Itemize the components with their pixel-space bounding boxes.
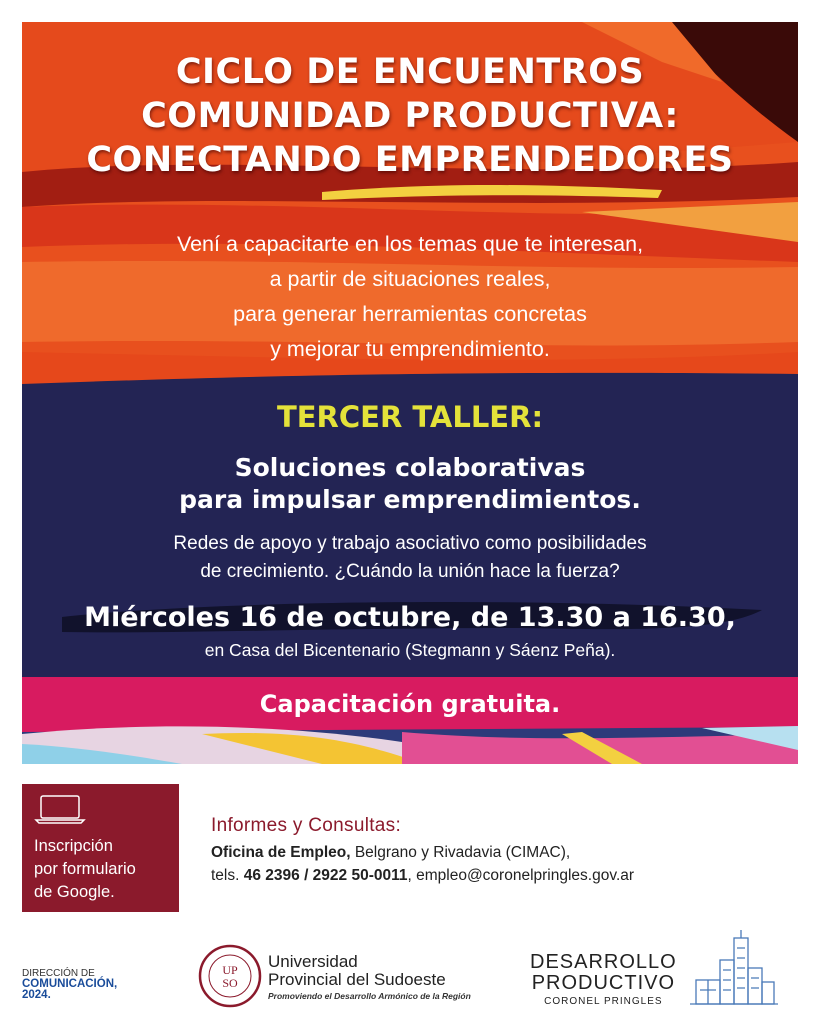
workshop-title-line: Soluciones colaborativas — [234, 453, 586, 482]
description-line: Redes de apoyo y trabajo asociativo como posibilidades — [173, 533, 647, 554]
university-name-line: Universidad — [268, 952, 358, 971]
workshop-title — [22, 452, 798, 516]
intro-line: a partir de situaciones reales, — [269, 267, 551, 291]
title-line: CICLO DE ENCUENTROS — [175, 52, 645, 92]
building-icon — [690, 930, 778, 1008]
title-line: COMUNIDAD PRODUCTIVA: — [141, 96, 679, 136]
office-name: Oficina de Empleo, — [211, 844, 351, 861]
credit-line: DIRECCIÓN DE — [22, 968, 95, 979]
event-poster — [22, 22, 798, 764]
dp-line-1: DESARROLLO — [530, 951, 677, 973]
signup-label-line: por formulario — [34, 860, 136, 878]
title-line: CONECTANDO EMPRENDEDORES — [86, 140, 734, 180]
poster-title — [22, 50, 798, 182]
laptop-icon — [34, 794, 86, 824]
dp-line-2: PRODUCTIVO — [531, 972, 676, 994]
contact-email[interactable]: , empleo@coronelpringles.gov.ar — [407, 867, 635, 884]
communication-credit — [22, 968, 117, 1001]
intro-line: Vení a capacitarte en los temas que te interesan, — [176, 232, 644, 256]
workshop-title-line: para impulsar emprendimientos. — [179, 485, 641, 514]
intro-text — [22, 227, 798, 367]
intro-line: y mejorar tu emprendimiento. — [270, 337, 550, 361]
seal-text-bottom: SO — [222, 976, 238, 990]
university-name-line: Provincial del Sudoeste — [268, 970, 446, 989]
university-slogan: Promoviendo el Desarrollo Armónico de la Región — [268, 991, 471, 1001]
seal-text-top: UP — [222, 963, 238, 977]
workshop-description — [22, 530, 798, 586]
phones-prefix: tels. — [211, 867, 244, 884]
contact-info — [211, 815, 634, 887]
workshop-tag: TERCER TALLER: — [276, 400, 544, 434]
free-training-label: Capacitación gratuita. — [259, 690, 561, 718]
google-form-signup-box[interactable] — [22, 784, 179, 912]
dp-line-3: CORONEL PRINGLES — [544, 996, 663, 1007]
office-line — [211, 841, 634, 864]
event-date: Miércoles 16 de octubre, de 13.30 a 16.30, — [84, 602, 736, 633]
signup-label-line: de Google. — [34, 883, 115, 901]
signup-label — [34, 835, 167, 904]
desarrollo-productivo-logo — [530, 952, 677, 1007]
office-address: Belgrano y Rivadavia (CIMAC), — [350, 844, 571, 861]
university-name — [268, 953, 446, 989]
intro-line: para generar herramientas concretas — [233, 302, 587, 326]
description-line: de crecimiento. ¿Cuándo la unión hace la fuerza? — [200, 561, 620, 582]
event-venue: en Casa del Bicentenario (Stegmann y Sáenz Peña). — [204, 640, 616, 660]
phone-numbers: 46 2396 / 2922 50-0011 — [243, 867, 408, 884]
university-seal-icon — [198, 944, 262, 1008]
signup-label-line: Inscripción — [34, 837, 113, 855]
credit-line: 2024. — [22, 989, 51, 1001]
contact-heading: Informes y Consultas: — [211, 815, 402, 836]
credit-line: COMUNICACIÓN, — [22, 978, 118, 990]
phones-line — [211, 864, 634, 887]
